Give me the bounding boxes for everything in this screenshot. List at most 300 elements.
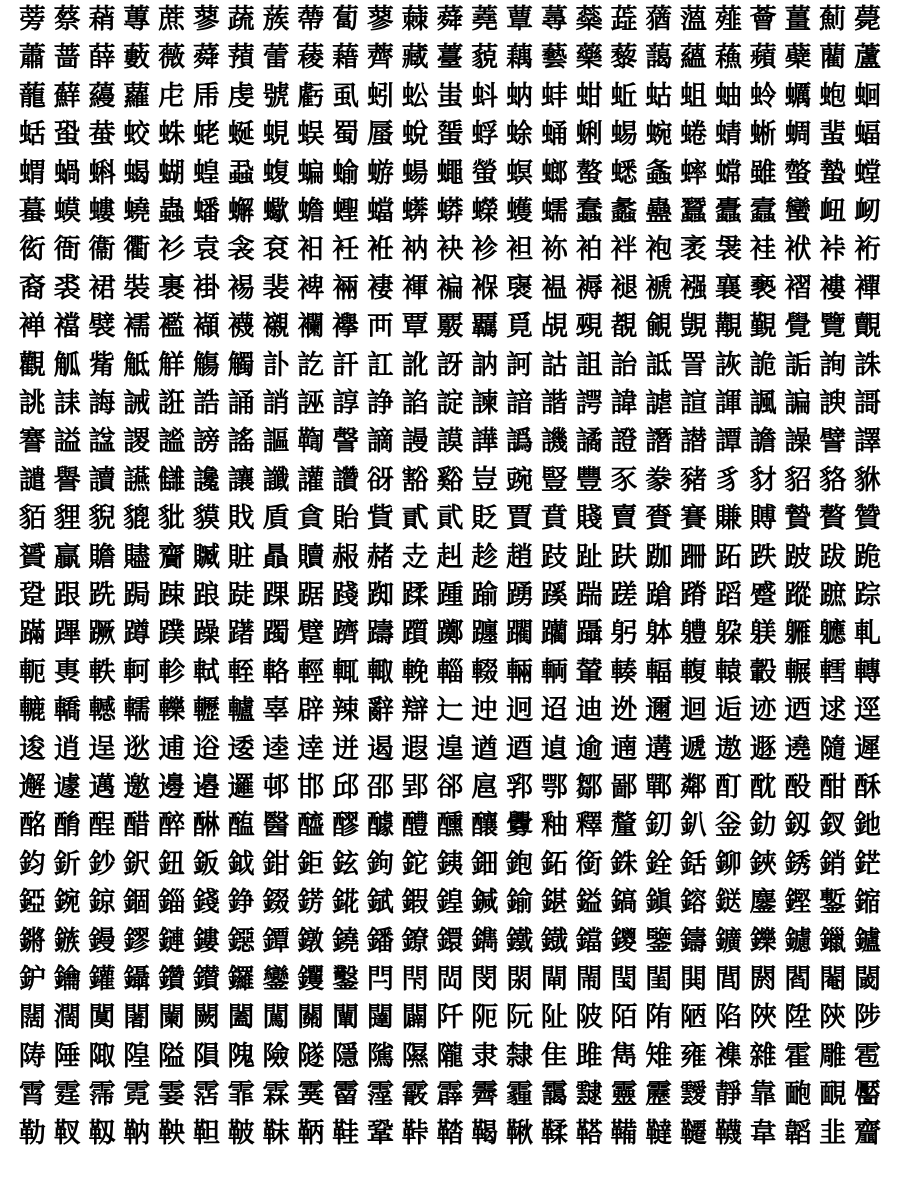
- kanji-glyph: 鐔: [262, 925, 290, 957]
- kanji-glyph: 鞅: [158, 1117, 186, 1149]
- kanji-glyph: 蛬: [88, 119, 116, 151]
- kanji-glyph: 蛄: [645, 80, 673, 112]
- kanji-glyph: 衙: [53, 234, 81, 266]
- kanji-glyph: 闡: [332, 1002, 360, 1034]
- kanji-glyph: 闕: [192, 1002, 220, 1034]
- kanji-glyph: 賣: [610, 503, 638, 535]
- kanji-glyph: 豺: [749, 464, 777, 496]
- kanji-glyph: 袮: [540, 234, 568, 266]
- kanji-glyph: 蕭: [18, 42, 46, 74]
- kanji-glyph: 蹉: [610, 580, 638, 611]
- kanji-glyph: 觸: [227, 349, 255, 381]
- kanji-glyph: 鉋: [506, 848, 534, 880]
- kanji-glyph: 鈑: [192, 848, 220, 880]
- kanji-glyph: 賺: [714, 503, 742, 535]
- kanji-glyph: 跂: [540, 541, 568, 573]
- kanji-glyph: 鎔: [680, 887, 708, 919]
- kanji-glyph: 谺: [366, 464, 394, 496]
- kanji-glyph: 蚩: [436, 80, 464, 112]
- kanji-glyph: 轌: [819, 656, 847, 688]
- kanji-glyph: 遉: [540, 733, 568, 765]
- kanji-glyph: 輹: [680, 656, 708, 688]
- kanji-glyph: 袞: [262, 234, 290, 266]
- kanji-glyph: 隍: [123, 1040, 151, 1072]
- kanji-glyph: 鞳: [575, 1117, 603, 1149]
- kanji-glyph: 觜: [88, 349, 116, 381]
- kanji-glyph: 裹: [158, 272, 186, 304]
- kanji-glyph: 蝴: [158, 157, 186, 189]
- kanji-glyph: 蠡: [610, 196, 638, 227]
- kanji-glyph: 蠑: [471, 196, 499, 227]
- kanji-glyph: 鏝: [88, 925, 116, 957]
- kanji-glyph: 蠕: [540, 196, 568, 227]
- kanji-glyph: 隕: [192, 1040, 220, 1072]
- kanji-glyph: 詼: [714, 349, 742, 381]
- kanji-glyph: 褥: [575, 272, 603, 304]
- kanji-glyph: 跫: [18, 580, 46, 611]
- glyph-row: [15, 770, 885, 805]
- kanji-glyph: 薤: [714, 4, 742, 35]
- kanji-glyph: 諚: [436, 388, 464, 419]
- kanji-glyph: 蟒: [436, 196, 464, 227]
- kanji-glyph: 豢: [645, 464, 673, 496]
- kanji-glyph: 隸: [506, 1040, 534, 1072]
- kanji-glyph: 豐: [575, 464, 603, 496]
- kanji-glyph: 遒: [471, 733, 499, 765]
- kanji-glyph: 譽: [53, 464, 81, 496]
- kanji-glyph: 贊: [854, 503, 882, 535]
- kanji-glyph: 覦: [645, 311, 673, 343]
- kanji-glyph: 蕣: [192, 42, 220, 74]
- kanji-glyph: 諍: [366, 388, 394, 419]
- kanji-glyph: 雕: [819, 1040, 847, 1072]
- kanji-glyph: 醋: [123, 810, 151, 842]
- kanji-glyph: 鑽: [158, 964, 186, 995]
- kanji-glyph: 詁: [540, 349, 568, 381]
- kanji-glyph: 輊: [227, 656, 255, 688]
- glyph-row: [15, 156, 885, 191]
- kanji-glyph: 蒡: [18, 4, 46, 35]
- kanji-glyph: 鑢: [784, 925, 812, 957]
- kanji-glyph: 逅: [714, 695, 742, 727]
- kanji-glyph: 蠱: [645, 196, 673, 227]
- kanji-glyph: 蠧: [749, 196, 777, 227]
- kanji-glyph: 蜻: [714, 119, 742, 151]
- kanji-glyph: 裲: [332, 272, 360, 304]
- kanji-glyph: 藪: [123, 42, 151, 74]
- kanji-glyph: 誚: [262, 388, 290, 419]
- kanji-glyph: 辜: [262, 695, 290, 727]
- glyph-row: [15, 309, 885, 344]
- kanji-glyph: 邉: [192, 772, 220, 803]
- kanji-glyph: 韈: [714, 1117, 742, 1149]
- kanji-glyph: 覊: [471, 311, 499, 343]
- kanji-glyph: 裴: [262, 272, 290, 304]
- kanji-glyph: 逑: [819, 695, 847, 727]
- kanji-glyph: 蜈: [297, 119, 325, 151]
- kanji-glyph: 衢: [123, 234, 151, 266]
- kanji-glyph: 軼: [88, 656, 116, 688]
- kanji-glyph: 闖: [262, 1002, 290, 1034]
- kanji-glyph: 藝: [540, 42, 568, 74]
- kanji-glyph: 諱: [610, 388, 638, 419]
- kanji-glyph: 阡: [436, 1002, 464, 1034]
- kanji-glyph: 鉅: [297, 848, 325, 880]
- kanji-glyph: 陬: [88, 1040, 116, 1072]
- kanji-glyph: 蛔: [854, 80, 882, 112]
- kanji-glyph: 蠣: [784, 80, 812, 112]
- kanji-glyph: 勒: [18, 1117, 46, 1149]
- kanji-glyph: 賈: [506, 503, 534, 535]
- kanji-glyph: 貪: [297, 503, 325, 535]
- kanji-glyph: 蛯: [192, 119, 220, 151]
- kanji-glyph: 醉: [158, 810, 186, 842]
- kanji-glyph: 隧: [297, 1040, 325, 1072]
- kanji-glyph: 鈩: [18, 964, 46, 995]
- kanji-glyph: 豼: [158, 503, 186, 535]
- kanji-glyph: 霰: [401, 1079, 429, 1111]
- kanji-glyph: 衒: [18, 234, 46, 266]
- kanji-glyph: 鈕: [158, 848, 186, 880]
- kanji-glyph: 觝: [123, 349, 151, 381]
- kanji-glyph: 蕈: [506, 4, 534, 35]
- kanji-glyph: 蛆: [680, 80, 708, 112]
- kanji-glyph: 轜: [123, 695, 151, 727]
- kanji-glyph: 乕: [192, 80, 220, 112]
- kanji-glyph: 謨: [436, 426, 464, 458]
- kanji-glyph: 踟: [366, 580, 394, 611]
- kanji-glyph: 襦: [123, 311, 151, 343]
- kanji-glyph: 遶: [784, 733, 812, 765]
- kanji-glyph: 辷: [436, 695, 464, 727]
- kanji-glyph: 蛻: [401, 119, 429, 151]
- kanji-glyph: 貊: [18, 503, 46, 535]
- kanji-glyph: 迢: [540, 695, 568, 727]
- kanji-glyph: 鏈: [158, 925, 186, 957]
- kanji-glyph: 蜃: [366, 119, 394, 151]
- kanji-glyph: 譴: [18, 464, 46, 496]
- kanji-glyph: 虧: [297, 80, 325, 112]
- kanji-glyph: 隱: [332, 1040, 360, 1072]
- kanji-glyph: 螻: [88, 196, 116, 227]
- kanji-glyph: 阮: [506, 1002, 534, 1034]
- glyph-row: [15, 1116, 885, 1151]
- kanji-glyph: 酣: [819, 772, 847, 803]
- kanji-glyph: 裄: [854, 234, 882, 266]
- kanji-glyph: 鎭: [645, 887, 673, 919]
- glyph-row: [15, 540, 885, 575]
- kanji-glyph: 靜: [714, 1079, 742, 1111]
- kanji-glyph: 虔: [227, 80, 255, 112]
- kanji-glyph: 蜚: [819, 119, 847, 151]
- kanji-glyph: 軋: [854, 618, 882, 650]
- kanji-glyph: 蟐: [714, 157, 742, 189]
- kanji-glyph: 逧: [192, 733, 220, 765]
- kanji-glyph: 踈: [158, 580, 186, 611]
- kanji-glyph: 賁: [540, 503, 568, 535]
- kanji-glyph: 覬: [680, 311, 708, 343]
- kanji-glyph: 豈: [471, 464, 499, 496]
- kanji-glyph: 邁: [88, 772, 116, 803]
- kanji-glyph: 謇: [18, 426, 46, 458]
- kanji-glyph: 逶: [227, 733, 255, 765]
- kanji-glyph: 錙: [158, 887, 186, 919]
- kanji-glyph: 醴: [401, 810, 429, 842]
- kanji-glyph: 褊: [436, 272, 464, 304]
- kanji-glyph: 遏: [366, 733, 394, 765]
- kanji-glyph: 鐵: [506, 925, 534, 957]
- kanji-glyph: 貎: [88, 503, 116, 535]
- kanji-glyph: 跼: [123, 580, 151, 611]
- kanji-glyph: 褫: [645, 272, 673, 304]
- kanji-glyph: 譯: [854, 426, 882, 458]
- kanji-glyph: 螳: [854, 157, 882, 189]
- kanji-glyph: 鉗: [262, 848, 290, 880]
- kanji-glyph: 蝌: [88, 157, 116, 189]
- kanji-glyph: 謗: [192, 426, 220, 458]
- kanji-glyph: 袢: [610, 234, 638, 266]
- kanji-glyph: 襞: [88, 311, 116, 343]
- kanji-glyph: 霏: [227, 1079, 255, 1111]
- kanji-glyph: 蟲: [158, 196, 186, 227]
- kanji-glyph: 鞜: [436, 1117, 464, 1149]
- kanji-glyph: 釟: [680, 810, 708, 842]
- kanji-glyph: 逵: [262, 733, 290, 765]
- kanji-glyph: 衵: [297, 234, 325, 266]
- kanji-glyph: 釛: [749, 810, 777, 842]
- kanji-glyph: 貅: [854, 464, 882, 496]
- kanji-glyph: 鎰: [575, 887, 603, 919]
- kanji-glyph: 蹂: [401, 580, 429, 611]
- kanji-glyph: 衄: [819, 196, 847, 227]
- kanji-glyph: 踪: [854, 580, 882, 611]
- kanji-glyph: 靨: [854, 1079, 882, 1111]
- kanji-glyph: 蠏: [227, 196, 255, 227]
- kanji-glyph: 酊: [714, 772, 742, 803]
- kanji-glyph: 蟆: [53, 196, 81, 227]
- kanji-glyph: 轢: [158, 695, 186, 727]
- kanji-glyph: 蕷: [227, 42, 255, 74]
- kanji-glyph: 蘋: [749, 42, 777, 74]
- kanji-glyph: 謖: [123, 426, 151, 458]
- kanji-glyph: 輙: [366, 656, 394, 688]
- kanji-glyph: 藜: [610, 42, 638, 74]
- kanji-glyph: 踹: [575, 580, 603, 611]
- kanji-glyph: 衞: [88, 234, 116, 266]
- kanji-glyph: 蚣: [401, 80, 429, 112]
- kanji-glyph: 薈: [749, 4, 777, 35]
- kanji-glyph: 裘: [53, 272, 81, 304]
- kanji-glyph: 蹙: [749, 580, 777, 611]
- kanji-glyph: 迺: [784, 695, 812, 727]
- kanji-glyph: 譏: [540, 426, 568, 458]
- kanji-glyph: 貮: [436, 503, 464, 535]
- kanji-glyph: 閹: [819, 964, 847, 995]
- kanji-glyph: 讎: [158, 464, 186, 496]
- kanji-glyph: 鏥: [854, 887, 882, 919]
- kanji-glyph: 貔: [123, 503, 151, 535]
- kanji-glyph: 躋: [332, 618, 360, 650]
- kanji-glyph: 隲: [366, 1040, 394, 1072]
- kanji-glyph: 誄: [53, 388, 81, 419]
- kanji-glyph: 襃: [506, 272, 534, 304]
- glyph-row: [15, 40, 885, 75]
- kanji-glyph: 蚯: [610, 80, 638, 112]
- kanji-glyph: 謚: [53, 426, 81, 458]
- kanji-glyph: 靠: [749, 1079, 777, 1111]
- kanji-glyph: 誂: [18, 388, 46, 419]
- kanji-glyph: 褪: [610, 272, 638, 304]
- kanji-glyph: 閘: [540, 964, 568, 995]
- kanji-glyph: 蹣: [18, 618, 46, 650]
- kanji-glyph: 蜉: [471, 119, 499, 151]
- kanji-glyph: 鞦: [506, 1117, 534, 1149]
- kanji-glyph: 閭: [714, 964, 742, 995]
- kanji-glyph: 謐: [158, 426, 186, 458]
- kanji-glyph: 鄰: [680, 772, 708, 803]
- kanji-glyph: 靱: [88, 1117, 116, 1149]
- kanji-glyph: 鉐: [540, 848, 568, 880]
- kanji-glyph: 閖: [506, 964, 534, 995]
- glyph-row: [15, 962, 885, 997]
- kanji-glyph: 銖: [610, 848, 638, 880]
- kanji-glyph: 釐: [610, 810, 638, 842]
- kanji-glyph: 雉: [645, 1040, 673, 1072]
- kanji-glyph: 蹶: [88, 618, 116, 650]
- kanji-glyph: 鐺: [575, 925, 603, 957]
- kanji-glyph: 襁: [680, 272, 708, 304]
- kanji-glyph: 鞴: [610, 1117, 638, 1149]
- kanji-glyph: 險: [262, 1040, 290, 1072]
- kanji-glyph: 詆: [645, 349, 673, 381]
- kanji-glyph: 訐: [332, 349, 360, 381]
- kanji-glyph: 謠: [227, 426, 255, 458]
- kanji-glyph: 霆: [53, 1079, 81, 1111]
- kanji-glyph: 陟: [854, 1002, 882, 1034]
- kanji-glyph: 閔: [471, 964, 499, 995]
- kanji-glyph: 鐃: [332, 925, 360, 957]
- kanji-glyph: 迹: [749, 695, 777, 727]
- kanji-glyph: 醂: [192, 810, 220, 842]
- kanji-glyph: 遯: [749, 733, 777, 765]
- kanji-glyph: 靤: [784, 1079, 812, 1111]
- kanji-glyph: 蛛: [158, 119, 186, 151]
- glyph-row: [15, 847, 885, 882]
- kanji-glyph: 衲: [401, 234, 429, 266]
- kanji-glyph: 鏤: [192, 925, 220, 957]
- kanji-glyph: 謾: [401, 426, 429, 458]
- kanji-glyph: 鑰: [53, 964, 81, 995]
- kanji-glyph: 藺: [819, 42, 847, 74]
- kanji-glyph: 袿: [749, 234, 777, 266]
- kanji-glyph: 蔔: [332, 4, 360, 35]
- kanji-glyph: 鑠: [749, 925, 777, 957]
- kanji-glyph: 蛟: [123, 119, 151, 151]
- kanji-glyph: 釿: [53, 848, 81, 880]
- kanji-glyph: 藹: [645, 42, 673, 74]
- kanji-glyph: 跣: [88, 580, 116, 611]
- kanji-glyph: 諫: [471, 388, 499, 419]
- kanji-glyph: 邯: [297, 772, 325, 803]
- kanji-glyph: 袱: [784, 234, 812, 266]
- kanji-glyph: 雋: [610, 1040, 638, 1072]
- kanji-glyph: 逍: [53, 733, 81, 765]
- kanji-glyph: 衽: [332, 234, 360, 266]
- kanji-glyph: 辣: [332, 695, 360, 727]
- kanji-glyph: 譫: [749, 426, 777, 458]
- kanji-glyph: 遖: [610, 733, 638, 765]
- kanji-glyph: 鈞: [18, 848, 46, 880]
- kanji-glyph: 錢: [192, 887, 220, 919]
- kanji-glyph: 螫: [784, 157, 812, 189]
- kanji-glyph: 蘆: [854, 42, 882, 74]
- kanji-glyph: 褻: [749, 272, 777, 304]
- kanji-glyph: 蘓: [714, 42, 742, 74]
- kanji-glyph: 韜: [784, 1117, 812, 1149]
- kanji-glyph: 蹲: [123, 618, 151, 650]
- kanji-glyph: 靈: [610, 1079, 638, 1111]
- kanji-glyph: 譛: [680, 426, 708, 458]
- kanji-glyph: 輛: [506, 656, 534, 688]
- kanji-glyph: 譌: [506, 426, 534, 458]
- kanji-glyph: 軆: [680, 618, 708, 650]
- kanji-glyph: 鍖: [540, 887, 568, 919]
- kanji-glyph: 跪: [854, 541, 882, 573]
- kanji-glyph: 鑵: [88, 964, 116, 995]
- kanji-glyph: 褶: [784, 272, 812, 304]
- kanji-glyph: 蠍: [262, 196, 290, 227]
- kanji-glyph: 靺: [262, 1117, 290, 1149]
- kanji-glyph: 褌: [401, 272, 429, 304]
- kanji-glyph: 貳: [401, 503, 429, 535]
- kanji-glyph: 譖: [645, 426, 673, 458]
- kanji-glyph: 釖: [645, 810, 673, 842]
- kanji-glyph: 誡: [123, 388, 151, 419]
- kanji-glyph: 蟇: [18, 196, 46, 227]
- kanji-glyph: 闥: [366, 1002, 394, 1034]
- kanji-glyph: 鋺: [53, 887, 81, 919]
- kanji-glyph: 逖: [123, 733, 151, 765]
- kanji-glyph: 誥: [192, 388, 220, 419]
- kanji-glyph: 躡: [575, 618, 603, 650]
- kanji-glyph: 蜀: [332, 119, 360, 151]
- kanji-glyph: 蜊: [575, 119, 603, 151]
- kanji-glyph: 蝨: [227, 157, 255, 189]
- kanji-glyph: 錣: [262, 887, 290, 919]
- kanji-glyph: 輾: [784, 656, 812, 688]
- kanji-glyph: 鍜: [401, 887, 429, 919]
- kanji-glyph: 訥: [471, 349, 499, 381]
- kanji-glyph: 蚋: [506, 80, 534, 112]
- kanji-glyph: 濶: [53, 1002, 81, 1034]
- kanji-glyph: 蕕: [645, 4, 673, 35]
- kanji-glyph: 跚: [680, 541, 708, 573]
- glyph-row: [15, 386, 885, 421]
- kanji-glyph: 隶: [471, 1040, 499, 1072]
- kanji-glyph: 钁: [297, 964, 325, 995]
- kanji-glyph: 蹤: [784, 580, 812, 611]
- kanji-glyph: 遨: [714, 733, 742, 765]
- kanji-glyph: 衫: [158, 234, 186, 266]
- kanji-glyph: 輻: [645, 656, 673, 688]
- kanji-glyph: 轣: [192, 695, 220, 727]
- kanji-glyph: 閨: [645, 964, 673, 995]
- kanji-glyph: 觚: [53, 349, 81, 381]
- kanji-glyph: 訛: [401, 349, 429, 381]
- glyph-row: [15, 808, 885, 843]
- kanji-glyph: 鏨: [819, 887, 847, 919]
- kanji-glyph: 鏘: [18, 925, 46, 957]
